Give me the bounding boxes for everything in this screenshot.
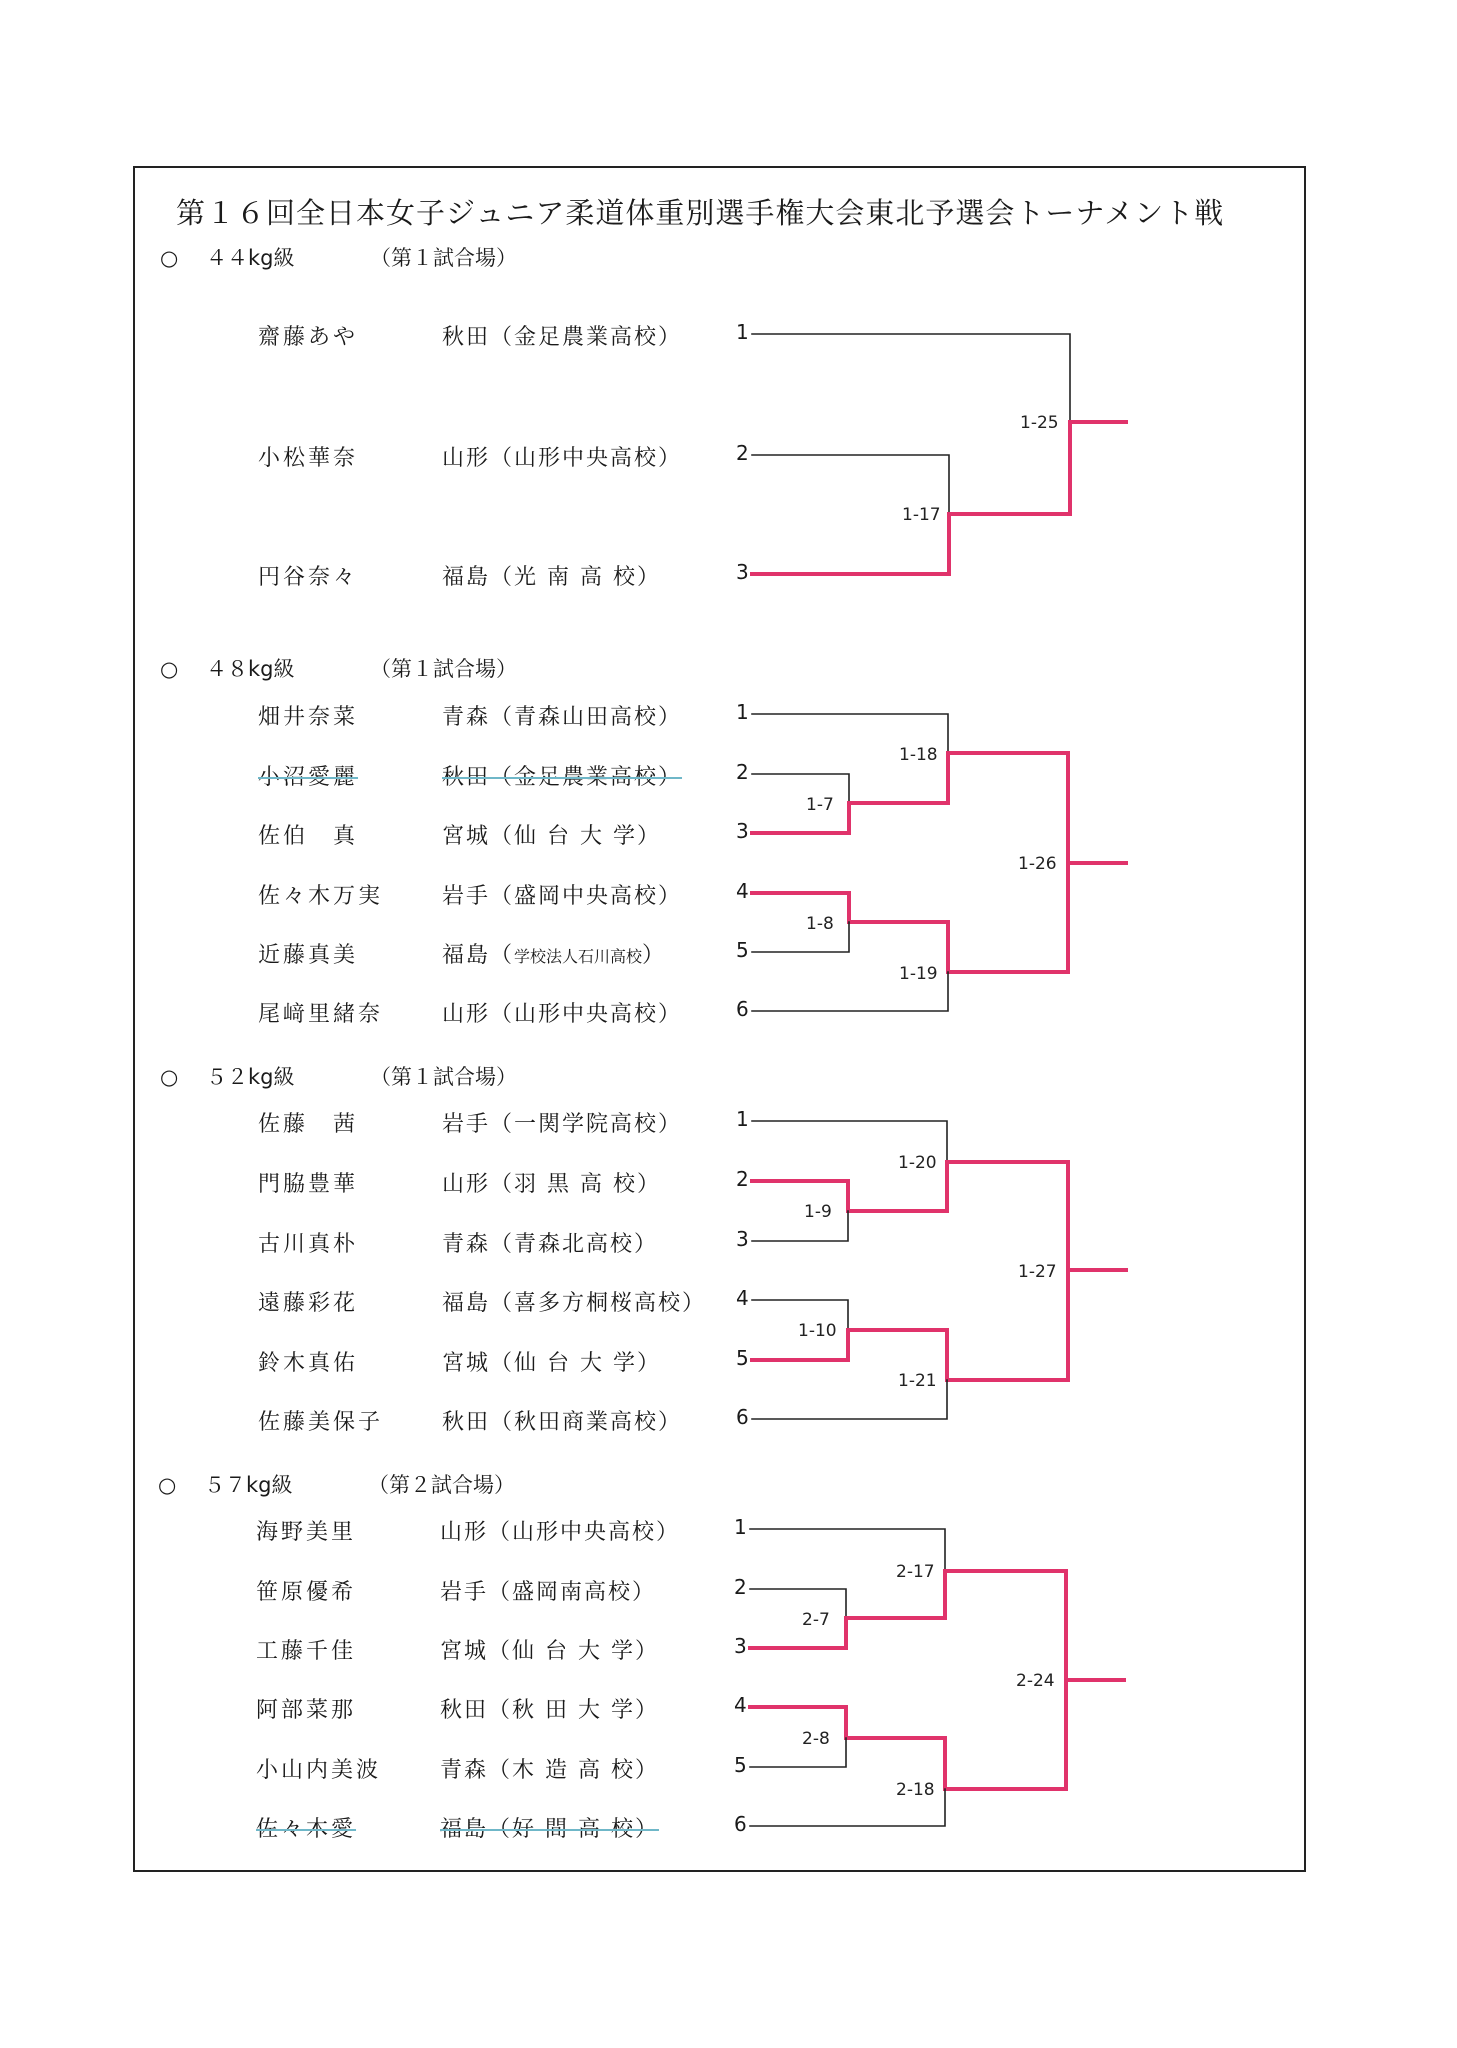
section-header-52kg: ○ ５２kg級 （第１試合場） [160,1061,295,1091]
athlete-team: 山形（山形中央高校） [440,1520,681,1545]
match-label: 1-9 [804,1202,832,1222]
match-label: 1-18 [899,745,938,765]
match-label: 1-20 [898,1153,937,1173]
team-school: 学校法人石川高校 [514,947,643,966]
seed-number: 6 [734,1812,747,1836]
seed-number: 4 [734,1693,747,1717]
athlete-name: 畑井奈菜 [258,705,359,730]
match-label: 1-21 [898,1371,937,1391]
athlete-name: 小松華奈 [258,446,359,471]
section-header-44kg: ○ ４４kg級 （第１試合場） [160,242,295,272]
match-label: 1-10 [798,1321,837,1341]
athlete-team: 山形（山形中央高校） [442,446,683,471]
athlete-name: 小沼愛麗 [258,765,359,790]
weight-class: ４８kg級 [206,657,295,681]
venue: （第１試合場） [370,1065,517,1089]
athlete-name: 佐伯 真 [258,824,359,849]
page-title: 第１６回全日本女子ジュニア柔道体重別選手権大会東北予選会トーナメント戦 [176,196,1225,230]
bracket-line [752,1211,848,1241]
bracket-line [750,1738,846,1767]
athlete-name: 鈴木真佑 [258,1351,359,1376]
match-label: 1-26 [1018,854,1057,874]
bracket-line [752,922,849,952]
athlete-team: 福島（好 間 高 校） [440,1817,659,1842]
venue: （第２試合場） [368,1473,515,1497]
weight-class: ５２kg級 [206,1065,295,1089]
athlete-team: 青森（木 造 高 校） [440,1758,659,1783]
seed-number: 4 [736,879,749,903]
athlete-team: 福島（学校法人石川高校） [442,943,667,968]
athlete-team: 秋田（秋 田 大 学） [440,1698,659,1723]
athlete-team: 山形（羽 黒 高 校） [442,1172,661,1197]
seed-number: 2 [736,441,749,465]
bracket-line [752,774,849,803]
section-header-57kg: ○ ５７kg級 （第２試合場） [158,1469,293,1499]
athlete-team: 秋田（金足農業高校） [442,325,683,350]
seed-number: 5 [734,1753,747,1777]
athlete-name: 遠藤彩花 [258,1291,359,1316]
athlete-team: 宮城（仙 台 大 学） [442,824,661,849]
athlete-name: 阿部菜那 [256,1698,357,1723]
athlete-team: 宮城（仙 台 大 学） [442,1351,661,1376]
athlete-team: 青森（青森山田高校） [442,705,683,730]
seed-number: 3 [736,1227,749,1251]
athlete-name: 近藤真美 [258,943,359,968]
match-label: 1-25 [1020,413,1059,433]
athlete-team: 岩手（一関学院高校） [442,1112,683,1137]
match-label: 2-7 [802,1610,830,1630]
bracket-line [752,334,1070,422]
seed-number: 6 [736,997,749,1021]
athlete-name: 尾﨑里緒奈 [258,1002,384,1027]
seed-number: 3 [736,560,749,584]
seed-number: 1 [736,320,749,344]
weight-class: ５７kg級 [204,1473,293,1497]
team-prefecture: 福島 [442,943,491,968]
match-label: 2-8 [802,1729,830,1749]
match-label: 1-8 [806,914,834,934]
bracket-48kg [752,714,1126,1011]
seed-number: 2 [736,1167,749,1191]
match-label: 1-19 [899,964,938,984]
bracket-57kg [750,1529,1124,1826]
seed-number: 3 [734,1634,747,1658]
athlete-team: 秋田（金足農業高校） [442,765,683,790]
seed-number: 1 [736,700,749,724]
athlete-team: 山形（山形中央高校） [442,1002,683,1027]
seed-number: 6 [736,1405,749,1429]
match-label: 1-27 [1018,1262,1057,1282]
match-label: 2-17 [896,1562,935,1582]
venue: （第１試合場） [370,246,517,270]
athlete-name: 佐々木万実 [258,884,384,909]
bracket-line-winner [750,1680,1066,1789]
section-header-48kg: ○ ４８kg級 （第１試合場） [160,653,295,683]
seed-number: 5 [736,1346,749,1370]
athlete-name: 笹原優希 [256,1580,357,1605]
athlete-name: 佐々木愛 [256,1817,357,1842]
athlete-name: 海野美里 [256,1520,357,1545]
seed-number: 2 [734,1575,747,1599]
seed-number: 1 [736,1107,749,1131]
bracket-line-winner [752,863,1068,972]
athlete-name: 円谷奈々 [258,565,359,590]
weight-class: ４４kg級 [206,246,295,270]
match-label: 2-24 [1016,1671,1055,1691]
athlete-team: 宮城（仙 台 大 学） [440,1639,659,1664]
athlete-team: 岩手（盛岡中央高校） [442,884,683,909]
athlete-name: 門脇豊華 [258,1172,359,1197]
bracket-52kg [752,1121,1126,1419]
venue: （第１試合場） [370,657,517,681]
seed-number: 1 [734,1515,747,1539]
athlete-team: 福島（光 南 高 校） [442,565,661,590]
seed-number: 2 [736,760,749,784]
bracket-44kg [752,334,1126,574]
athlete-name: 古川真朴 [258,1232,359,1257]
athlete-name: 齋藤あや [258,325,359,350]
seed-number: 4 [736,1286,749,1310]
bracket-line [750,1589,846,1618]
athlete-team: 福島（喜多方桐桜高校） [442,1291,707,1316]
athlete-name: 工藤千佳 [256,1639,357,1664]
athlete-team: 岩手（盛岡南高校） [440,1580,657,1605]
seed-number: 3 [736,819,749,843]
seed-number: 5 [736,938,749,962]
match-label: 2-18 [896,1780,935,1800]
athlete-team: 青森（青森北高校） [442,1232,659,1257]
athlete-team: 秋田（秋田商業高校） [442,1410,683,1435]
athlete-name: 佐藤 茜 [258,1112,359,1137]
athlete-name: 小山内美波 [256,1758,382,1783]
bracket-line-winner [752,422,1126,574]
match-label: 1-17 [902,505,941,525]
athlete-name: 佐藤美保子 [258,1410,384,1435]
match-label: 1-7 [806,795,834,815]
